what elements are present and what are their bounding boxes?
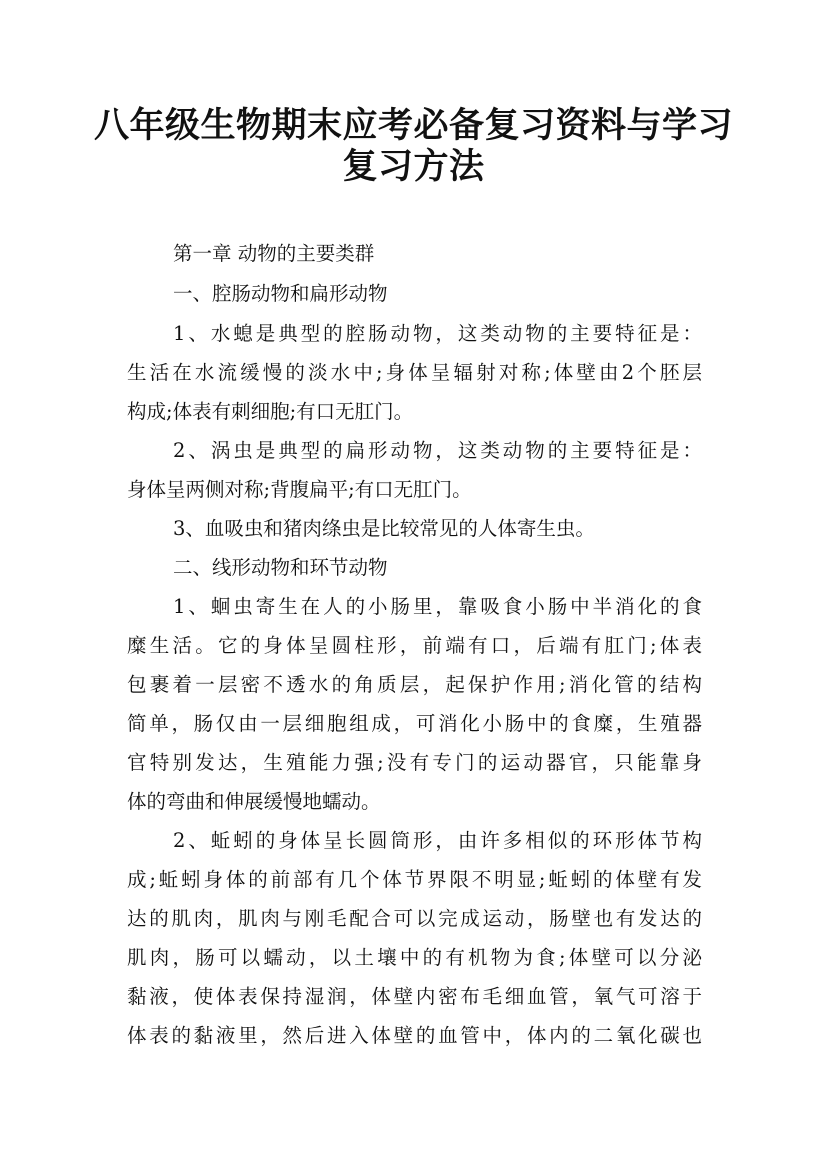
paragraph-line: 1、蛔虫寄生在人的小肠里，靠吸食小肠中半消化的食 <box>173 595 702 618</box>
paragraph-line: 达的肌肉，肌肉与刚毛配合可以完成运动，肠壁也有发达的 <box>127 907 702 930</box>
paragraph-line: 肌肉，肠可以蠕动，以土壤中的有机物为食;体壁可以分泌 <box>127 946 702 969</box>
section-heading-2: 二、线形动物和环节动物 <box>173 556 388 579</box>
paragraph-line: 包裹着一层密不透水的角质层，起保护作用;消化管的结构 <box>127 673 702 696</box>
paragraph-line: 官特别发达，生殖能力强;没有专门的运动器官，只能靠身 <box>127 751 702 774</box>
paragraph-line: 糜生活。它的身体呈圆柱形，前端有口，后端有肛门;体表 <box>127 634 702 657</box>
paragraph-line: 3、血吸虫和猪肉绦虫是比较常见的人体寄生虫。 <box>173 517 595 540</box>
paragraph-line: 成;蚯蚓身体的前部有几个体节界限不明显;蚯蚓的体壁有发 <box>127 868 702 891</box>
paragraph-line: 1、水螅是典型的腔肠动物，这类动物的主要特征是： <box>173 322 702 345</box>
document-title-line-1: 八年级生物期末应考必备复习资料与学习 <box>93 105 733 146</box>
paragraph-line: 2、蚯蚓的身体呈长圆筒形，由许多相似的环形体节构 <box>173 829 702 852</box>
paragraph-line: 身体呈两侧对称;背腹扁平;有口无肛门。 <box>127 478 472 501</box>
document-title-line-2: 复习方法 <box>342 146 485 187</box>
paragraph-line: 构成;体表有刺细胞;有口无肛门。 <box>127 400 414 423</box>
chapter-heading: 第一章 动物的主要类群 <box>173 242 375 265</box>
section-heading-1: 一、腔肠动物和扁形动物 <box>173 282 388 305</box>
paragraph-line: 黏液，使体表保持湿润，体壁内密布毛细血管，氧气可溶于 <box>127 985 702 1008</box>
paragraph-line: 生活在水流缓慢的淡水中;身体呈辐射对称;体壁由2个胚层 <box>127 361 702 384</box>
paragraph-line: 简单，肠仅由一层细胞组成，可消化小肠中的食糜，生殖器 <box>127 712 702 735</box>
paragraph-line: 体的弯曲和伸展缓慢地蠕动。 <box>127 790 381 813</box>
paragraph-line: 2、涡虫是典型的扁形动物，这类动物的主要特征是： <box>173 439 702 462</box>
paragraph-line: 体表的黏液里，然后进入体壁的血管中，体内的二氧化碳也 <box>127 1024 702 1047</box>
